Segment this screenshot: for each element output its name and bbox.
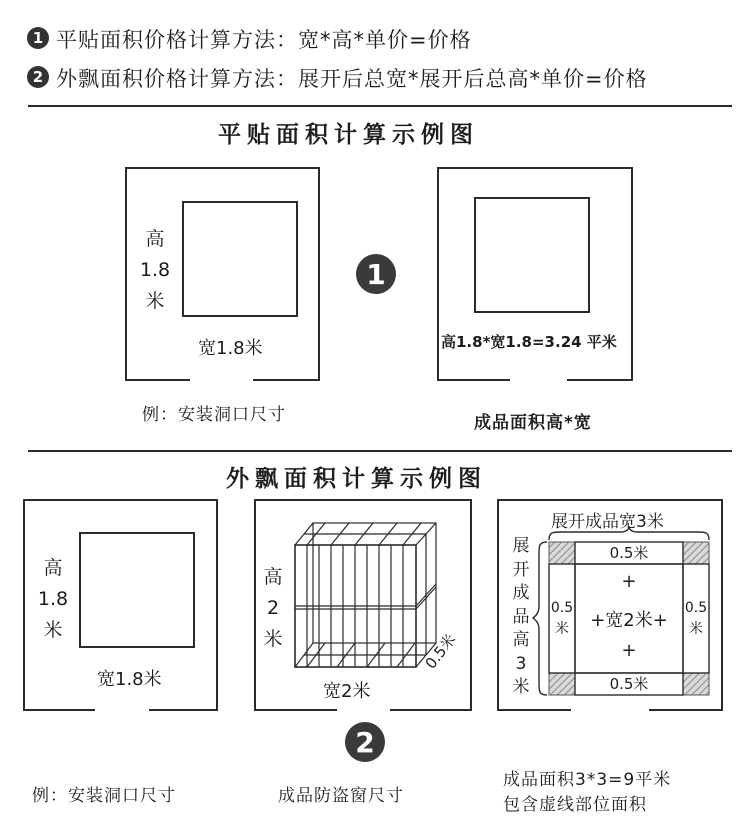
unfolded-bottom-flap-label: 0.5米 bbox=[609, 675, 649, 693]
method-1-text: 平贴面积价格计算方法：宽*高*单价=价格 bbox=[56, 28, 472, 52]
flat-product-window bbox=[475, 198, 589, 312]
corner-bottom-right bbox=[683, 673, 709, 695]
bay-section-badge: 2 bbox=[345, 722, 385, 762]
bay-opening-caption: 例：安装洞口尺寸 bbox=[32, 786, 176, 806]
left-brace bbox=[533, 542, 547, 695]
unfolded-caption-line1: 成品面积3*3=9平米 bbox=[503, 770, 672, 790]
flat-section-title: 平贴面积计算示例图 bbox=[218, 122, 479, 148]
unfolded-top-flap-label: 0.5米 bbox=[609, 544, 649, 562]
unfolded-caption-line2: 包含虚线部位面积 bbox=[503, 795, 647, 815]
bay-section-title: 外飘面积计算示例图 bbox=[226, 466, 487, 492]
flat-section-badge: 1 bbox=[356, 254, 396, 294]
unfolded-top-label: 展开成品宽3米 bbox=[551, 512, 664, 532]
method-2-badge: 2 bbox=[27, 66, 49, 88]
divider-middle bbox=[28, 450, 732, 452]
cage-depth-label: 0.5米 bbox=[421, 630, 460, 673]
method-2-text: 外飘面积价格计算方法：展开后总宽*展开后总高*单价=价格 bbox=[56, 67, 648, 91]
method-1-badge: 1 bbox=[27, 27, 49, 49]
bay-opening-height-label: 高 1.8 米 bbox=[37, 557, 69, 641]
flat-product-formula: 高1.8*宽1.8=3.24 平米 bbox=[441, 333, 617, 351]
cage-width-label: 宽2米 bbox=[323, 681, 371, 702]
bay-opening-width-label: 宽1.8米 bbox=[97, 669, 162, 690]
flat-opening-width-label: 宽1.8米 bbox=[198, 338, 263, 359]
cage-height-label: 高 2 米 bbox=[263, 566, 283, 650]
unfolded-side-label: 展 开 成 品 高 3 米 bbox=[512, 536, 530, 697]
unfolded-center-label: +宽2米+ bbox=[590, 610, 668, 631]
unfolded-plus-bottom: + bbox=[621, 640, 637, 661]
flat-opening-caption: 例：安装洞口尺寸 bbox=[142, 405, 286, 425]
unfolded-left-flap-label: 0.5 米 bbox=[550, 600, 574, 637]
cage-drawing bbox=[295, 523, 436, 667]
cage-caption: 成品防盗窗尺寸 bbox=[278, 786, 404, 806]
flat-product-caption: 成品面积高*宽 bbox=[474, 413, 592, 433]
bay-opening-window bbox=[80, 533, 194, 647]
corner-bottom-left bbox=[549, 673, 575, 695]
corner-top-left bbox=[549, 542, 575, 564]
unfolded-plus-top: + bbox=[621, 571, 637, 592]
corner-top-right bbox=[683, 542, 709, 564]
flat-opening-window bbox=[183, 202, 297, 316]
unfolded-right-flap-label: 0.5 米 bbox=[684, 600, 708, 637]
flat-opening-height-label: 高 1.8 米 bbox=[139, 228, 171, 312]
